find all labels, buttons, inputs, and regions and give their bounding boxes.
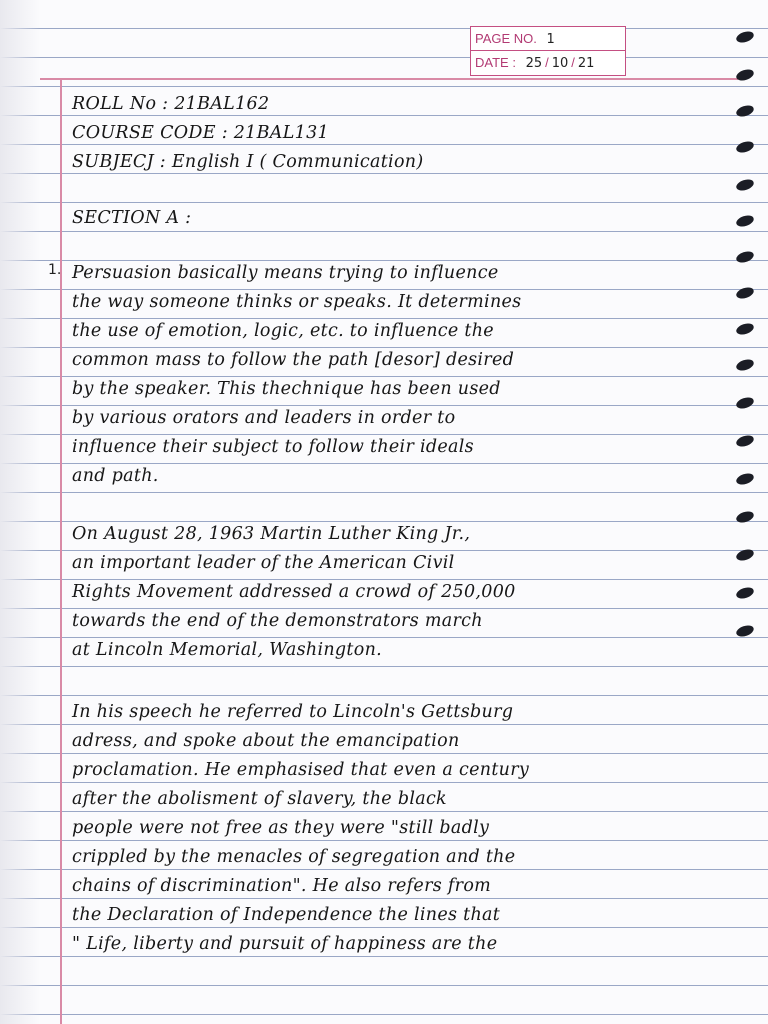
page-date-box (470, 26, 626, 76)
paragraph3-line: the Declaration of Independence the lines that (72, 905, 501, 925)
roll-number-line: ROLL No : 21BAL162 (72, 94, 270, 114)
date-month: 10 (551, 56, 569, 71)
left-margin-line (60, 78, 62, 1024)
paragraph3-line: adress, and spoke about the emancipation (72, 731, 460, 751)
paragraph1-line: the way someone thinks or speaks. It determines (72, 292, 522, 312)
paragraph3-line: chains of discrimination". He also refers from (72, 876, 492, 896)
course-code-line: COURSE CODE : 21BAL131 (72, 123, 329, 143)
page-edge-shadow (0, 0, 40, 1024)
paragraph3-line: after the abolisment of slavery, the black (72, 789, 447, 809)
date-label: DATE : (475, 55, 516, 70)
paragraph1-line: influence their subject to follow their ideals (72, 437, 474, 457)
paragraph1-line: by the speaker. This thechnique has been used (72, 379, 501, 399)
question-number: 1. (48, 262, 62, 278)
top-margin-line (40, 78, 738, 80)
paragraph1-line: and path. (72, 466, 159, 486)
paragraph2-line: Rights Movement addressed a crowd of 250,000 (72, 582, 516, 602)
paragraph2-line: an important leader of the American Civil (72, 553, 455, 573)
date-day: 25 (525, 56, 543, 71)
paragraph2-line: at Lincoln Memorial, Washington. (72, 640, 383, 660)
paragraph3-line: people were not free as they were "still badly (72, 818, 490, 838)
paragraph3-line: In his speech he referred to Lincoln's Gettsburg (72, 702, 514, 722)
paragraph1-line: common mass to follow the path [desor] desired (72, 350, 515, 370)
paragraph1-line: the use of emotion, logic, etc. to influence the (72, 321, 494, 341)
paragraph2-line: towards the end of the demonstrators march (72, 611, 483, 631)
date-row: DATE : 25 / 10 / 21 (471, 50, 625, 74)
paragraph3-line: proclamation. He emphasised that even a century (72, 760, 530, 780)
paragraph1-line: Persuasion basically means trying to influence (72, 263, 499, 283)
paragraph2-line: On August 28, 1963 Martin Luther King Jr., (72, 524, 471, 544)
page-number-label: PAGE NO. (475, 31, 537, 46)
paragraph3-line: crippled by the menacles of segregation and the (72, 847, 516, 867)
spiral-binding (722, 20, 762, 660)
paragraph1-line: by various orators and leaders in order to (72, 408, 456, 428)
page-number-row (471, 27, 625, 50)
page-number-value: 1 (546, 32, 555, 47)
date-year: 21 (577, 56, 595, 71)
paragraph3-line: " Life, liberty and pursuit of happiness are the (72, 934, 498, 954)
subject-line: SUBJECJ : English I ( Communication) (72, 152, 424, 172)
section-heading: SECTION A : (72, 208, 192, 228)
